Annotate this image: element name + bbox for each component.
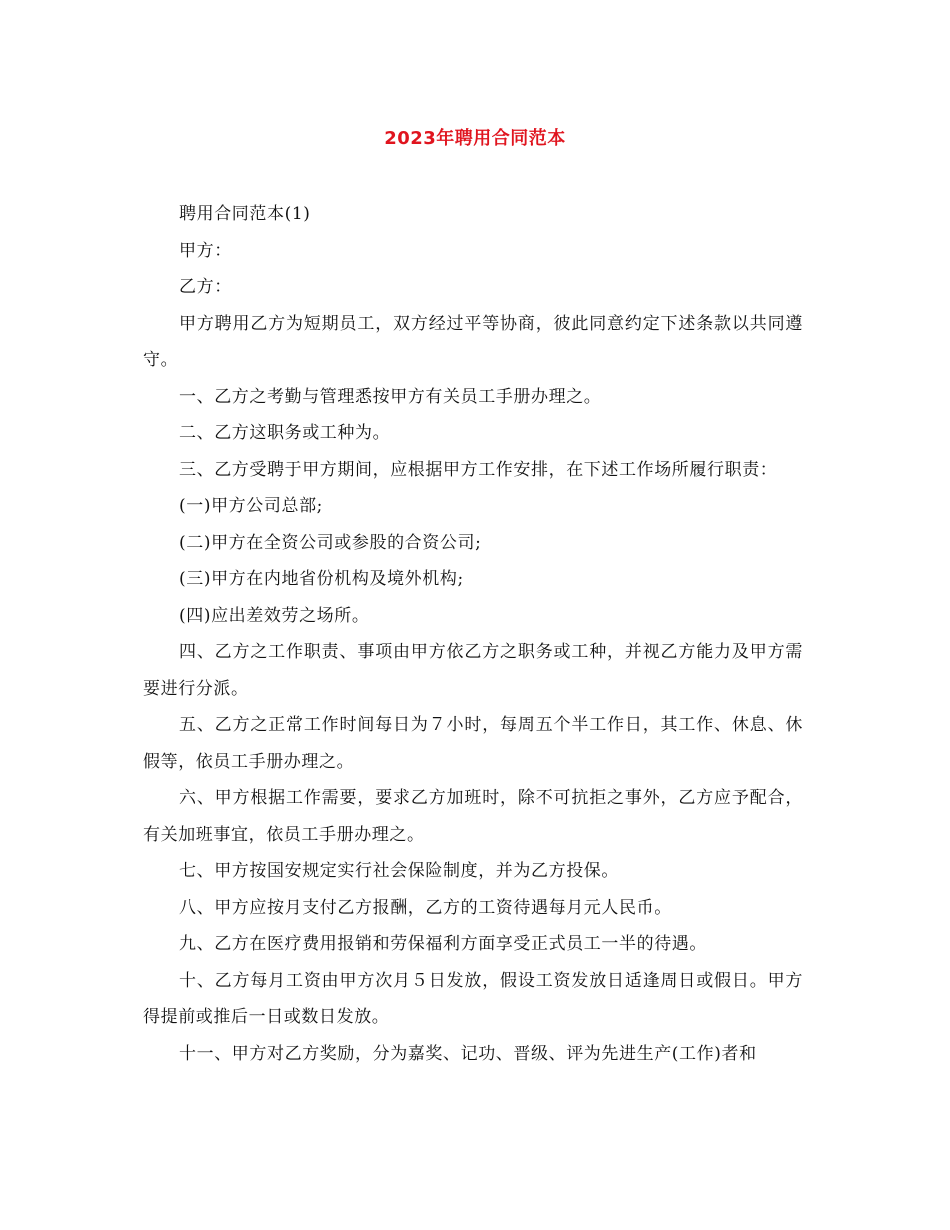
document-title: 2023年聘用合同范本 bbox=[384, 128, 566, 149]
paragraph-clause-2: 二、乙方这职务或工种为。 bbox=[179, 423, 391, 443]
document-body bbox=[143, 196, 803, 1072]
paragraph-clause-3-item-4: (四)应出差效劳之场所。 bbox=[179, 605, 370, 626]
paragraph-party-a: 甲方： bbox=[179, 240, 232, 261]
paragraph-preamble: 甲方聘用乙方为短期员工，双方经过平等协商，彼此同意约定下述条款以共同遵守。 bbox=[143, 313, 803, 370]
paragraph-clause-10: 十、乙方每月工资由甲方次月５日发放，假设工资发放日适逢周日或假日。甲方得提前或推后一日或数日发放。 bbox=[143, 970, 803, 1027]
paragraph-clause-3-item-3: (三)甲方在内地省份机构及境外机构; bbox=[179, 569, 464, 589]
paragraph-clause-6: 六、甲方根据工作需要，要求乙方加班时，除不可抗拒之事外，乙方应予配合，有关加班事宜，依员工手册办理之。 bbox=[143, 788, 803, 845]
paragraph-clause-9: 九、乙方在医疗费用报销和劳保福利方面享受正式员工一半的待遇。 bbox=[179, 934, 707, 954]
paragraph-clause-8: 八、甲方应按月支付乙方报酬，乙方的工资待遇每月元人民币。 bbox=[179, 897, 672, 918]
paragraph-clause-1: 一、乙方之考勤与管理悉按甲方有关员工手册办理之。 bbox=[179, 386, 602, 407]
paragraph-clause-3-item-1: (一)甲方公司总部; bbox=[179, 496, 323, 516]
paragraph-clause-11: 十一、甲方对乙方奖励，分为嘉奖、记功、晋级、评为先进生产(工作)者和 bbox=[179, 1043, 757, 1064]
paragraph-clause-4: 四、乙方之工作职责、事项由甲方依乙方之职务或工种，并视乙方能力及甲方需要进行分派。 bbox=[143, 642, 803, 699]
paragraph-clause-3: 三、乙方受聘于甲方期间，应根据甲方工作安排，在下述工作场所履行职责： bbox=[179, 459, 778, 480]
paragraph-party-b: 乙方： bbox=[179, 277, 232, 297]
paragraph-clause-7: 七、甲方按国安规定实行社会保险制度，并为乙方投保。 bbox=[179, 861, 619, 881]
paragraph-clause-3-item-2: (二)甲方在全资公司或参股的合资公司; bbox=[179, 532, 482, 553]
paragraph-heading: 聘用合同范本(1) bbox=[179, 204, 311, 224]
paragraph-clause-5: 五、乙方之正常工作时间每日为７小时，每周五个半工作日，其工作、休息、休假等，依员工手册办理之。 bbox=[143, 715, 803, 772]
